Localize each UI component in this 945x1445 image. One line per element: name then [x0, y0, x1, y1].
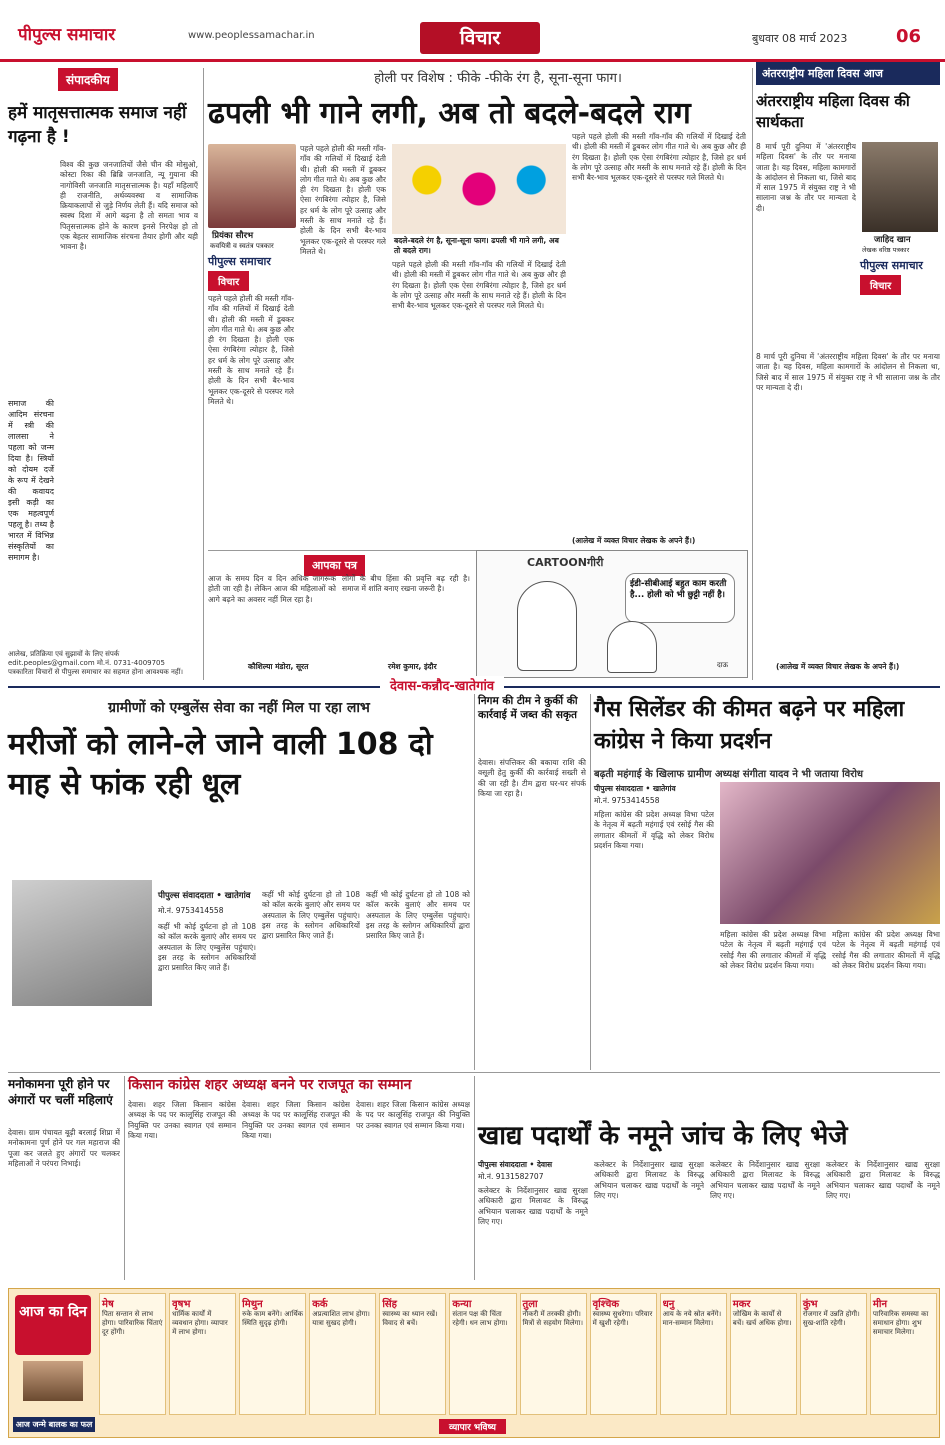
zodiac-name: मीन [872, 1299, 888, 1310]
letter-2-sign: रमेश कुमार, इंदौर [388, 662, 437, 671]
region-label: देवास-कन्नौद-खातेगांव [380, 676, 504, 694]
zodiac-name: मेष [102, 1299, 114, 1310]
site-url[interactable]: www.peoplessamachar.in [188, 30, 315, 41]
divider [590, 694, 591, 1070]
gas-kicker: बढ़ती महंगाई के खिलाफ ग्रामीण अध्यक्ष संगीता यादव ने भी जताया विरोध [594, 769, 864, 780]
zodiac-text: रुके काम बनेंगे। आर्थिक स्थिति सुदृढ़ होगी। [242, 1310, 304, 1327]
womens-day-header: अंतरराष्ट्रीय महिला दिवस आज [756, 62, 940, 85]
footer-line-1: आलेख, प्रतिक्रिया एवं सुझावों के लिए संपर्क [8, 650, 120, 658]
editorial-body: विश्व की कुछ जनजातियों जैसे चीन की मोसुओ, कोस्टा रिका की ब्रिब्रि जनजाति, न्यू गुयाना की नागोविसी जनजाति मातृसत्तात्मक है। यहाँ महिलाएँ ही राजनीति, अर्थव्यवस्था व सामाजिक क्रियाकलापों से जुड़े निर्णय लेती हैं। यदि समाज को स्वस्थ दिशा में आगे बढ़ना है तो समता भाव व पितृसत्तात्मक होने के कारण इनसे निरपेक्ष हो तो एक बेहतर सामाजिक संरचना तैयार होगी और यही भावना है। [60, 160, 198, 252]
footer-line-3: पत्रकारिता विचारों से पीपुल्स समाचार का सहमत होना आवश्यक नहीं। [8, 668, 184, 676]
zodiac-text: संतान पक्ष की चिंता रहेगी। धन लाभ होगा। [452, 1310, 508, 1327]
kisan-body-3: देवास। शहर जिला किसान कांग्रेस अध्यक्ष के पद पर कालूसिंह राजपूत की नियुक्ति पर उनका स्वागत एवं सम्मान किया गया। [356, 1100, 470, 1130]
zodiac-text: स्वास्थ्य का ध्यान रखें। विवाद से बचें। [382, 1310, 438, 1327]
holi-author: प्रियंका सौरभ [212, 231, 254, 241]
gas-body-2: महिला कांग्रेस की प्रदेश अध्यक्ष विभा पटेल के नेतृत्व में बढ़ती महंगाई एवं रसोई गैस की लगातार कीमतों में वृद्धि को लेकर विरोध प्रदर्शन किया गया। [720, 930, 826, 970]
ambulance-kicker: ग्रामीणों को एम्बुलेंस सेवा का नहीं मिल पा रहा लाभ [108, 700, 370, 716]
holi-body-col4: पहले पहले होली की मस्ती गाँव-गाँव की गलियों में दिखाई देती थी। होली की मस्ती में डूबकर लोग गीत गाते थे। अब कुछ और ही रंग दिखता है। होली एक ऐसा रंगबिरंगा त्योहार है, जिसे हर धर्म के लोग पूरे उत्साह और मस्ती के साथ मनाते रहे हैं। होली के दिन सभी बैर-भाव भूलकर एक-दूसरे से परस्पर गले मिलते थे। [572, 132, 746, 183]
ambulance-mob: मो.नं. 9753414558 [158, 906, 224, 915]
astrologer-photo [23, 1361, 83, 1401]
zodiac-text: अप्रत्याशित लाभ होगा। यात्रा सुखद होगी। [312, 1310, 370, 1327]
food-byline: पीपुल्स संवाददाता • देवास [478, 1160, 553, 1169]
holi-author-role: कवयित्री व स्वतंत्र पत्रकार [210, 242, 274, 250]
page-number: 06 [896, 26, 922, 47]
zodiac-cell [449, 1293, 516, 1415]
rashifal-footer: व्यापार भविष्य [439, 1419, 506, 1434]
food-body-4: कलेक्टर के निर्देशानुसार खाद्य सुरक्षा अधिकारी द्वारा मिलावट के विरुद्ध अभियान चलाकर खाद्य पदार्थों के नमूने लिए गए। [826, 1160, 940, 1200]
zodiac-cell [730, 1293, 797, 1415]
ambulance-byline: पीपुल्स संवाददाता • खातेगांव [158, 891, 251, 901]
zodiac-text: पारिवारिक समस्या का समाधान होगा। शुभ समाचार मिलेगा। [872, 1310, 929, 1336]
footer-email[interactable]: edit.peoples@gmail.com मो.नं. 0731-4009705 [8, 659, 165, 667]
rashifal-title: आज का दिन [15, 1295, 91, 1355]
ambulance-article [8, 694, 470, 1068]
food-mob: मो.नं. 9131582707 [478, 1172, 544, 1181]
kisan-body-1: देवास। शहर जिला किसान कांग्रेस अध्यक्ष के पद पर कालूसिंह राजपूत की नियुक्ति पर उनका स्वागत एवं सम्मान किया गया। [128, 1100, 236, 1140]
zodiac-name: मकर [732, 1299, 751, 1310]
masthead [0, 0, 945, 62]
nigam-title: निगम की टीम ने कुर्की की कार्रवाई में जब्त की सकृत [478, 695, 578, 721]
kisan-body-2: देवास। शहर जिला किसान कांग्रेस अध्यक्ष के पद पर कालूसिंह राजपूत की नियुक्ति पर उनका स्वागत एवं सम्मान किया गया। [242, 1100, 350, 1140]
food-body-2: कलेक्टर के निर्देशानुसार खाद्य सुरक्षा अधिकारी द्वारा मिलावट के विरुद्ध अभियान चलाकर खाद्य पदार्थों के नमूने लिए गए। [594, 1160, 704, 1200]
holi-body-col1: पहले पहले होली की मस्ती गाँव-गाँव की गलियों में दिखाई देती थी। होली की मस्ती में डूबकर लोग गीत गाते थे। अब कुछ और ही रंग दिखता है। होली एक ऐसा रंगबिरंगा त्योहार है, जिसे हर धर्म के लोग पूरे उत्साह और मस्ती के साथ मनाते रहे हैं। होली के दिन सभी बैर-भाव भूलकर एक-दूसरे से परस्पर गले मिलते थे। [208, 294, 294, 406]
gas-article [594, 694, 940, 1068]
womens-day-title: अंतरराष्ट्रीय महिला दिवस की सार्थकता [756, 92, 910, 131]
mano-title: मनोकामना पूरी होने पर अंगारों पर चलीं महिलाएं [8, 1077, 113, 1107]
ambulance-title: मरीजों को लाने-ले जाने वाली 108 दो माह से फांक रही धूल [8, 727, 433, 802]
zodiac-name: कुंभ [802, 1299, 818, 1310]
zodiac-cell [520, 1293, 587, 1415]
zodiac-name: धनु [662, 1299, 675, 1310]
zodiac-text: स्वास्थ्य सुधरेगा। परिवार में खुशी रहेगी। [592, 1310, 653, 1327]
womens-brand-tag: विचार [860, 275, 901, 295]
holi-brand-box [208, 254, 294, 291]
cartoon-bubble: ईडी-सीबीआई बहुत काम करती है... होली को भी छुट्टी नहीं है। [625, 573, 735, 623]
divider [124, 1076, 125, 1280]
zodiac-text: नौकरी में तरक्की होगी। मित्रों से सहयोग मिलेगा। [522, 1310, 583, 1327]
zodiac-text: रोजगार में उन्नति होगी। सुख-शांति रहेगी। [802, 1310, 860, 1327]
womens-day-article [756, 62, 940, 680]
kisan-article [128, 1076, 470, 1280]
author-photo [862, 142, 938, 232]
gas-body-1: महिला कांग्रेस की प्रदेश अध्यक्ष विभा पटेल के नेतृत्व में बढ़ती महंगाई एवं रसोई गैस की लगातार कीमतों में वृद्धि को लेकर विरोध प्रदर्शन किया गया। [594, 810, 714, 850]
zodiac-name: वृषभ [172, 1299, 191, 1310]
zodiac-name: कर्क [312, 1299, 328, 1310]
mano-body: देवास। ग्राम पंचायत बूढ़ी बरलाई शिप्रा में मनोकामना पूर्ण होने पर गल महाराज की पूजा कर जलते हुए अंगारों पर चलकर महिलाओं ने परंपरा निभाई। [8, 1128, 120, 1168]
cartoon-sign: दाऊ [717, 661, 729, 669]
gas-mob: मो.नं. 9753414558 [594, 796, 660, 805]
zodiac-cell [800, 1293, 867, 1415]
holi-colors-photo [392, 144, 566, 234]
mano-article [8, 1076, 120, 1280]
womens-day-end-note: (आलेख में व्यक्त विचार लेखक के अपने हैं।) [776, 662, 900, 671]
womens-day-body-2: 8 मार्च पूरी दुनिया में 'अंतरराष्ट्रीय महिला दिवस' के तौर पर मनाया जाता है। यह दिवस, महिला कामगारों के आंदोलन से निकला था, जिसे बाद में साल 1975 में संयुक्त राष्ट्र ने भी सालाना जश्न के तौर पर मान्यता दे दी। [756, 352, 940, 392]
gas-body-3: महिला कांग्रेस की प्रदेश अध्यक्ष विभा पटेल के नेतृत्व में बढ़ती महंगाई एवं रसोई गैस की लगातार कीमतों में वृद्धि को लेकर विरोध प्रदर्शन किया गया। [832, 930, 940, 970]
zodiac-cell [309, 1293, 376, 1415]
editorial-title: हमें मातृसत्तात्मक समाज नहीं गढ़ना है ! [8, 103, 187, 147]
zodiac-name: मिथुन [242, 1299, 263, 1310]
womens-day-body-1: 8 मार्च पूरी दुनिया में 'अंतरराष्ट्रीय महिला दिवस' के तौर पर मनाया जाता है। यह दिवस, महिला कामगारों के आंदोलन से निकला था, जिसे बाद में साल 1975 में संयुक्त राष्ट्र ने भी सालाना जश्न के तौर पर मान्यता दे दी। [756, 142, 856, 213]
editorial-footer [8, 650, 200, 677]
letter-2: लोगों के बीच हिंसा की प्रवृत्ति बढ़ रही है। समाज में शांति बनाए रखना जरूरी है। [342, 574, 470, 594]
gas-byline: पीपुल्स संवाददाता • खातेगांव [594, 784, 676, 793]
letter-1: आज के समय दिन व दिन अधिक जागरूक होती जा रही है। लेकिन आज की महिलाओं को आगे बढ़ने का अवसर नहीं मिल रहा है। [208, 574, 336, 604]
womens-brand-box [860, 258, 923, 295]
editorial-side-text: समाज की आदिम संरचना में स्त्री की लालसा ने पहला को जन्म दिया है। स्त्रियों को दोयम दर्जे के रूप में देखने की कवायद इसी कड़ी का एक महत्वपूर्ण पहलू है। तथ्य है भारत में विभिन्न संस्कृतियों का समागम है। [8, 399, 54, 562]
zodiac-cell [99, 1293, 166, 1415]
ambulance-photo [12, 880, 152, 1006]
holi-article [208, 68, 748, 548]
gas-title: गैस सिलेंडर की कीमत बढ़ने पर महिला कांग्रेस ने किया प्रदर्शन [594, 697, 905, 754]
holi-kicker: होली पर विशेष : फीके -फीके रंग है, सूना-सूना फाग। [374, 71, 622, 86]
zodiac-name: वृश्चिक [592, 1299, 620, 1310]
zodiac-text: आय के नये स्रोत बनेंगे। मान-सम्मान मिलेगा। [662, 1310, 722, 1327]
ambulance-body-3: कहीं भी कोई दुर्घटना हो तो 108 को कॉल करके बुलाएं और समय पर अस्पताल के लिए एम्बुलेंस पहुंचाएं। इस तरह के स्लोगन अधिकारियों द्वारा प्रसारित किए जाते हैं। [366, 890, 470, 941]
ambulance-body-1: कहीं भी कोई दुर्घटना हो तो 108 को कॉल करके बुलाएं और समय पर अस्पताल के लिए एम्बुलेंस पहुंचाएं। इस तरह के स्लोगन अधिकारियों द्वारा प्रसारित किए जाते हैं। [158, 922, 256, 973]
zodiac-name: कन्या [452, 1299, 472, 1310]
food-body-3: कलेक्टर के निर्देशानुसार खाद्य सुरक्षा अधिकारी द्वारा मिलावट के विरुद्ध अभियान चलाकर खाद्य पदार्थों के नमूने लिए गए। [710, 1160, 820, 1200]
food-body-1: कलेक्टर के निर्देशानुसार खाद्य सुरक्षा अधिकारी द्वारा मिलावट के विरुद्ध अभियान चलाकर खाद्य पदार्थों के नमूने लिए गए। [478, 1186, 588, 1226]
divider [752, 68, 753, 680]
zodiac-name: सिंह [382, 1299, 397, 1310]
issue-date: बुधवार 08 मार्च 2023 [752, 32, 848, 45]
food-title: खाद्य पदार्थों के नमूने जांच के लिए भेजे [478, 1121, 848, 1151]
zodiac-cell [379, 1293, 446, 1415]
letters-section [208, 554, 470, 678]
divider [474, 694, 475, 1070]
gas-protest-photo [720, 782, 940, 924]
zodiac-cell [870, 1293, 937, 1415]
cartoon-figure [517, 581, 577, 671]
holi-title: ढपली भी गाने लगी, अब तो बदले-बदले राग [208, 96, 691, 131]
cartoon-box [476, 550, 748, 678]
editorial-section [8, 68, 200, 678]
holi-photo-caption: बदले-बदले रंग है, सूना-सूना फाग। ढपली भी गाने लगी, अब तो बदले राग। [394, 236, 559, 255]
womens-day-author-role: लेखक वरिष्ठ पत्रकार [862, 246, 910, 254]
zodiac-text: पिता सन्तान से लाभ होगा। पारिवारिक चिंताएं दूर होंगी। [102, 1310, 163, 1336]
holi-body-col2: पहले पहले होली की मस्ती गाँव-गाँव की गलियों में दिखाई देती थी। होली की मस्ती में डूबकर लोग गीत गाते थे। अब कुछ और ही रंग दिखता है। होली एक ऐसा रंगबिरंगा त्योहार है, जिसे हर धर्म के लोग पूरे उत्साह और मस्ती के साथ मनाते रहे हैं। होली के दिन सभी बैर-भाव भूलकर एक-दूसरे से परस्पर गले मिलते थे। [300, 144, 386, 256]
rashifal-section [8, 1288, 940, 1438]
food-article [478, 1120, 940, 1280]
letter-1-sign: कौशिल्या मंडोरा, सूरत [248, 662, 309, 671]
holi-body-col3: पहले पहले होली की मस्ती गाँव-गाँव की गलियों में दिखाई देती थी। होली की मस्ती में डूबकर लोग गीत गाते थे। अब कुछ और ही रंग दिखता है। होली एक ऐसा रंगबिरंगा त्योहार है, जिसे हर धर्म के लोग पूरे उत्साह और मस्ती के साथ मनाते रहे हैं। होली के दिन सभी बैर-भाव भूलकर एक-दूसरे से परस्पर गले मिलते थे। [392, 260, 566, 311]
divider [474, 1076, 475, 1280]
holi-end-note: (आलेख में व्यक्त विचार लेखक के अपने हैं।) [572, 536, 696, 545]
zodiac-cell [590, 1293, 657, 1415]
zodiac-cell [239, 1293, 306, 1415]
cartoon-title: CARTOONगीरी [527, 556, 604, 569]
cartoon-figure [607, 621, 657, 673]
author-photo [208, 144, 296, 228]
divider [203, 68, 204, 680]
womens-day-author: जाहिद खान [874, 235, 911, 245]
zodiac-cell [660, 1293, 727, 1415]
zodiac-grid [99, 1293, 937, 1415]
nigam-article [478, 694, 586, 1068]
holi-brand: पीपुल्स समाचार [208, 255, 271, 268]
zodiac-name: तुला [522, 1299, 538, 1310]
zodiac-text: धार्मिक कार्यों में व्यवधान होगा। व्यापार में लाभ होगा। [172, 1310, 228, 1336]
rashifal-baby: आज जन्मे बालक का फल [13, 1417, 95, 1432]
letters-title: आपका पत्र [304, 555, 365, 576]
section-title: विचार [420, 22, 540, 54]
editorial-tag: संपादकीय [58, 68, 118, 91]
nigam-body: देवास। संपत्तिकर की बकाया राशि की वसूली हेतु कुर्की की कार्रवाई सख्ती से की जा रही है। टीम द्वारा घर-घर संपर्क किया जा रहा है। [478, 758, 586, 798]
holi-brand-tag: विचार [208, 271, 249, 291]
ambulance-body-2: कहीं भी कोई दुर्घटना हो तो 108 को कॉल करके बुलाएं और समय पर अस्पताल के लिए एम्बुलेंस पहुंचाएं। इस तरह के स्लोगन अधिकारियों द्वारा प्रसारित किए जाते हैं। [262, 890, 360, 941]
kisan-title: किसान कांग्रेस शहर अध्यक्ष बनने पर राजपूत का सम्मान [128, 1077, 412, 1093]
newspaper-logo: पीपुल्स समाचार [18, 25, 116, 45]
zodiac-cell [169, 1293, 236, 1415]
zodiac-text: जोखिम के कार्यों से बचें। खर्च अधिक होगा। [732, 1310, 792, 1327]
womens-brand: पीपुल्स समाचार [860, 259, 923, 272]
divider [8, 1072, 940, 1073]
